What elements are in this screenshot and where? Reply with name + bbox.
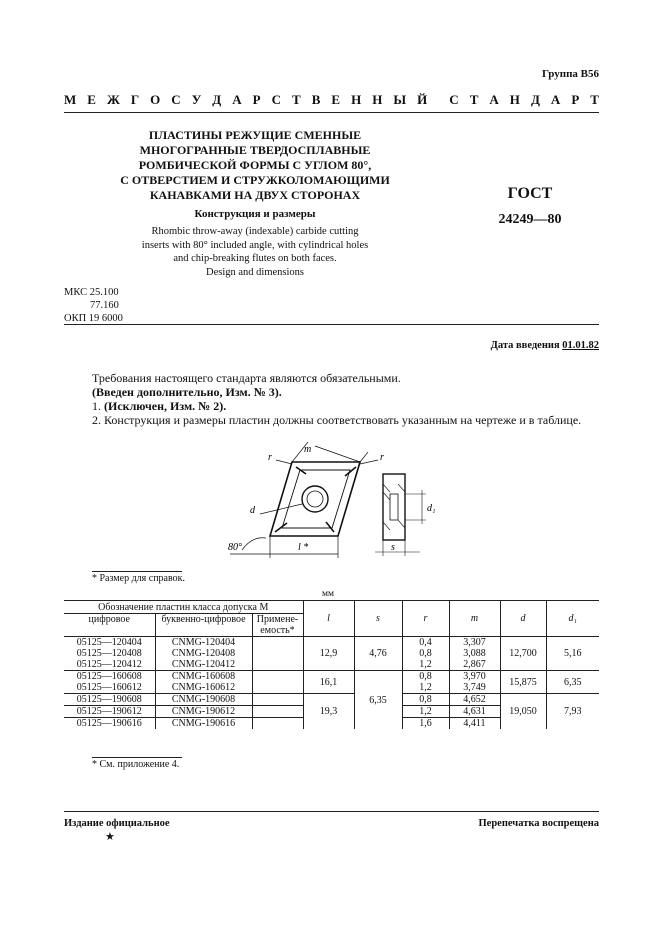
- table-row: [64, 694, 599, 706]
- cell-applicability: [252, 706, 303, 718]
- cell-l: 19,3: [303, 694, 354, 730]
- title-line: КАНАВКАМИ НА ДВУХ СТОРОНАХ: [149, 188, 361, 202]
- cell-r: 0,8: [402, 694, 449, 706]
- table-unit: мм: [322, 589, 335, 599]
- cell-applicability: [252, 671, 303, 683]
- header-l: l: [303, 601, 354, 637]
- footnote-rule: [92, 757, 182, 758]
- label-d1: d₁: [427, 503, 436, 514]
- cell-applicability: [252, 682, 303, 694]
- banner-letter: Й: [417, 92, 428, 107]
- center-hole-inner: [307, 491, 323, 507]
- title-en: [100, 225, 410, 279]
- footer-reprint-prohibited: Перепечатка воспрещена: [478, 818, 599, 829]
- cell-r: 0,8: [402, 671, 449, 683]
- banner-letter: Т: [292, 92, 301, 107]
- header-digital: цифровое: [64, 614, 155, 637]
- banner-letter: А: [489, 92, 499, 107]
- header-designation-group: Обозначение пластин класса допуска М: [64, 601, 303, 614]
- cell-m: 3,088: [449, 648, 500, 659]
- cell-alnum: CNMG-160612: [155, 682, 252, 694]
- corner-rib: [326, 522, 334, 532]
- banner-letter: Н: [372, 92, 383, 107]
- cell-digital: 05125—190616: [64, 718, 155, 730]
- codes-rule: [64, 324, 599, 325]
- cell-r: 0,8: [402, 648, 449, 659]
- m-ext-line: [360, 452, 368, 462]
- title-en-line: and chip-breaking flutes on both faces.: [173, 253, 337, 264]
- cell-s: 4,76: [354, 637, 402, 671]
- hatch: [383, 492, 390, 500]
- group-code: Группа В56: [541, 68, 599, 80]
- label-l: l *: [298, 542, 309, 553]
- angle-arc: [242, 538, 266, 550]
- paragraph-1: [92, 399, 612, 413]
- banner-letter: Е: [331, 92, 341, 107]
- header-alnum: буквенно-цифровое: [155, 614, 252, 637]
- table-row: [64, 637, 599, 649]
- cell-m: 4,652: [449, 694, 500, 706]
- intro-date-value: 01.01.82: [562, 340, 599, 351]
- cell-alnum: CNMG-190612: [155, 706, 252, 718]
- label-m: m: [304, 444, 312, 455]
- cell-applicability: [252, 637, 303, 649]
- cell-l: 12,9: [303, 637, 354, 671]
- label-s: s: [391, 542, 395, 553]
- m-dim-line: [315, 446, 360, 462]
- code-mks: МКС 25.100: [64, 287, 119, 298]
- code-okp: ОКП 19 6000: [64, 313, 123, 324]
- header-rule: [64, 112, 599, 113]
- cell-m: 3,307: [449, 637, 500, 649]
- star-icon: ★: [105, 831, 115, 843]
- paragraph-amendment: (Введен дополнительно, Изм. № 3).: [92, 385, 282, 399]
- header-d: d: [500, 601, 546, 637]
- header-m: m: [449, 601, 500, 637]
- banner-letter: Т: [590, 92, 599, 107]
- banner-letter: У: [191, 92, 202, 107]
- cell-alnum: CNMG-160608: [155, 671, 252, 683]
- cell-m: 2,867: [449, 659, 500, 671]
- cell-r: 1,6: [402, 718, 449, 730]
- title-line: РОМБИЧЕСКОЙ ФОРМЫ С УГЛОМ 80°,: [138, 158, 372, 172]
- cell-d1: 7,93: [546, 694, 599, 730]
- cell-applicability: [252, 659, 303, 671]
- cell-digital: 05125—190612: [64, 706, 155, 718]
- banner-letter: С: [271, 92, 281, 107]
- cell-digital: 05125—160612: [64, 682, 155, 694]
- cell-applicability: [252, 694, 303, 706]
- cell-applicability: [252, 648, 303, 659]
- body-text: [92, 371, 612, 427]
- header-s: s: [354, 601, 402, 637]
- paragraph-number: 1.: [92, 399, 104, 413]
- gost-label: ГОСТ: [507, 185, 553, 202]
- paragraph: Требования настоящего стандарта являются обязательными.: [92, 371, 401, 385]
- side-view: [383, 474, 405, 540]
- banner-letter: Р: [571, 92, 580, 107]
- banner-letter: С: [449, 92, 459, 107]
- title-ru: [100, 128, 410, 203]
- table-row: [64, 671, 599, 683]
- cell-applicability: [252, 718, 303, 730]
- gost-number: 24249—80: [498, 212, 562, 227]
- title-en-line: Rhombic throw-away (indexable) carbide cutting: [151, 226, 359, 237]
- header-applicability-1: Примене-: [252, 614, 303, 626]
- chipbreaker-outline: [282, 470, 350, 528]
- side-view-hole: [390, 494, 398, 520]
- corner-rib: [296, 467, 306, 474]
- title-en-line: inserts with 80° included angle, with cylindrical holes: [141, 239, 369, 251]
- introduction-date: [491, 340, 599, 351]
- cell-alnum: CNMG-120404: [155, 637, 252, 649]
- cell-r: 1,2: [402, 659, 449, 671]
- title-en-line: Design and dimensions: [206, 266, 304, 278]
- cell-alnum: CNMG-190608: [155, 694, 252, 706]
- banner-letter: Г: [130, 92, 140, 107]
- header-d1: d₁: [546, 601, 599, 637]
- banner-letter: А: [550, 92, 561, 107]
- d-leader: [260, 504, 302, 514]
- footnote-rule: [92, 571, 182, 572]
- label-r-left: r: [268, 452, 272, 463]
- hatch: [383, 484, 390, 492]
- banner-letter: В: [311, 92, 321, 107]
- banner-letter: Н: [509, 92, 520, 107]
- paragraph-excluded: (Исключен, Изм. № 2).: [104, 399, 227, 413]
- cell-d: 15,875: [500, 671, 546, 694]
- subtitle-ru: Конструкция и размеры: [194, 208, 316, 220]
- banner-letter: А: [232, 92, 242, 107]
- banner-letter: Т: [469, 92, 479, 107]
- classification-codes: [64, 286, 123, 325]
- cell-d: 19,050: [500, 694, 546, 730]
- cell-r: 0,4: [402, 637, 449, 649]
- cell-alnum: CNMG-120408: [155, 648, 252, 659]
- hatch: [383, 522, 390, 530]
- cell-m: 4,411: [449, 718, 500, 730]
- dimensions-table: [64, 601, 599, 729]
- cell-alnum: CNMG-120412: [155, 659, 252, 671]
- banner-letter: Р: [252, 92, 261, 107]
- cell-s: 6,35: [354, 671, 402, 730]
- label-d: d: [250, 505, 255, 516]
- banner-letter: Д: [212, 92, 222, 107]
- footnote-appendix: * См. приложение 4.: [92, 759, 180, 770]
- cell-d1: 6,35: [546, 671, 599, 694]
- title-line: ПЛАСТИНЫ РЕЖУЩИЕ СМЕННЫЕ: [148, 128, 362, 142]
- cell-r: 1,2: [402, 706, 449, 718]
- footer-official-edition: Издание официальное: [64, 818, 170, 829]
- cell-digital: 05125—190608: [76, 694, 142, 705]
- cell-l: 16,1: [303, 671, 354, 694]
- cell-digital: 05125—120412: [64, 659, 155, 671]
- header-r: r: [402, 601, 449, 637]
- cell-digital: 05125—120404: [76, 637, 142, 648]
- cell-digital: 05125—160608: [76, 671, 142, 682]
- cell-d1: 5,16: [546, 637, 599, 671]
- cell-m: 3,970: [449, 671, 500, 683]
- title-line: МНОГОГРАННЫЕ ТВЕРДОСПЛАВНЫЕ: [139, 143, 371, 157]
- insert-drawing: [220, 440, 450, 565]
- standard-banner: [64, 92, 599, 108]
- label-r-right: r: [380, 452, 384, 463]
- footer-rule: [64, 811, 599, 812]
- cell-d: 12,700: [500, 637, 546, 671]
- hatch: [398, 520, 405, 528]
- cell-digital: 05125—120408: [76, 648, 142, 659]
- r-right-leader: [360, 460, 378, 464]
- center-hole: [302, 486, 328, 512]
- cell-m: 3,749: [449, 682, 500, 694]
- banner-letter: М: [64, 92, 77, 107]
- intro-date-label: Дата введения: [490, 340, 560, 351]
- hatch: [398, 484, 405, 492]
- banner-letter: Е: [87, 92, 96, 107]
- banner-letter: Д: [530, 92, 540, 107]
- banner-letter: Н: [351, 92, 362, 107]
- code-mks-2: 77.160: [90, 300, 119, 311]
- banner-letter: Ы: [393, 92, 407, 107]
- banner-letter: С: [171, 92, 181, 107]
- cell-r: 1,2: [402, 682, 449, 694]
- header-applicability-2: емость*: [252, 625, 303, 637]
- title-line: С ОТВЕРСТИЕМ И СТРУЖКОЛОМАЮЩИМИ: [120, 173, 390, 187]
- paragraph-2: 2. Конструкция и размеры пластин должны соответствовать указанным на чертеже и в таблице.: [92, 413, 582, 427]
- footnote-reference: * Размер для справок.: [92, 573, 185, 584]
- corner-rib: [345, 467, 356, 476]
- corner-rib: [275, 523, 287, 532]
- cell-m: 4,631: [449, 706, 500, 718]
- cell-alnum: CNMG-190616: [155, 718, 252, 730]
- label-angle: 80°: [228, 542, 242, 553]
- banner-letter: Ж: [106, 92, 120, 107]
- banner-letter: О: [150, 92, 161, 107]
- r-left-leader: [276, 460, 292, 464]
